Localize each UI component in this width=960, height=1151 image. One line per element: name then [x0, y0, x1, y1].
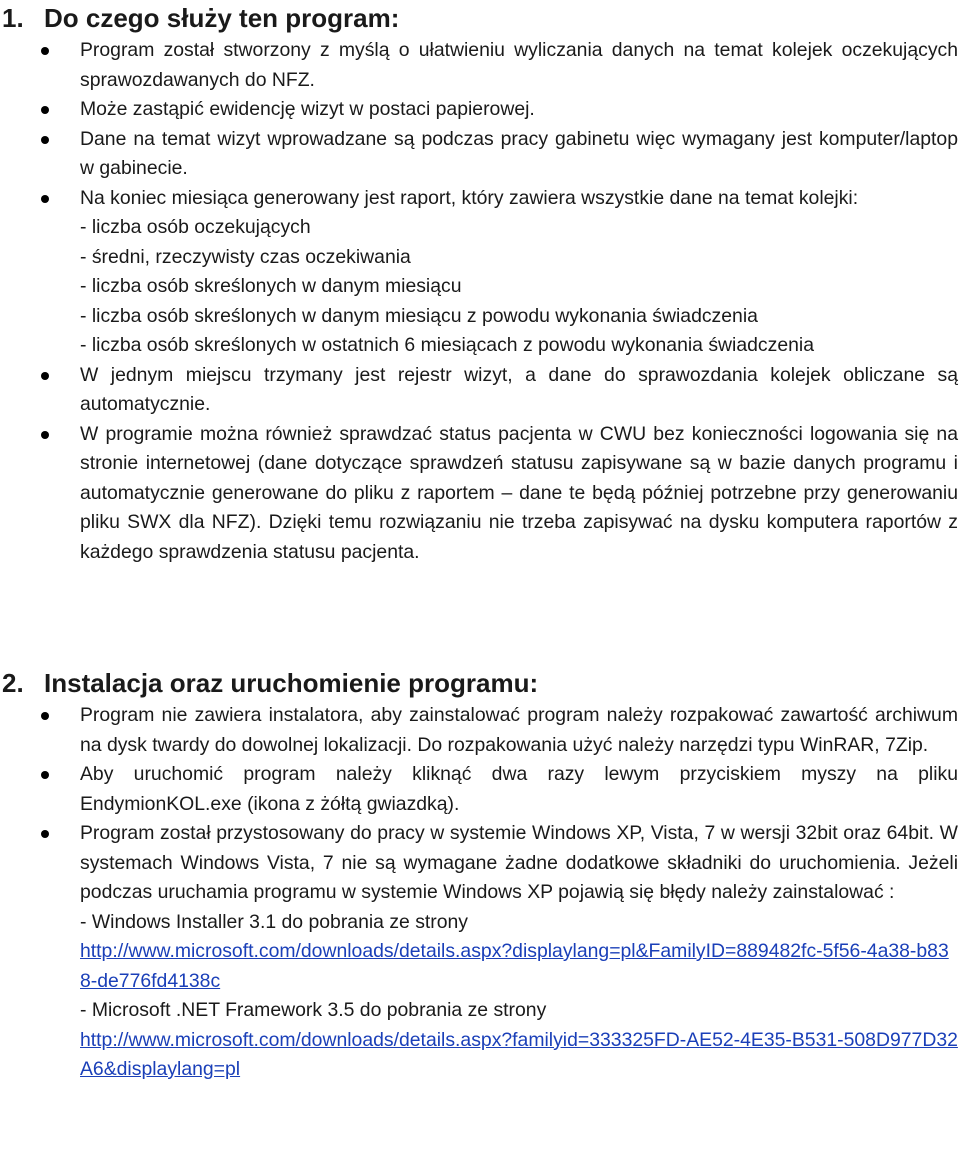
bullet-icon: [41, 372, 49, 380]
list-item-text: Program został przystosowany do pracy w systemie Windows XP, Vista, 7 w wersji 32bit oraz 64bit. W systemach Windows Vista, 7 nie są wymagane żadne dodatkowe składniki do uruchomienia. Jeżeli podczas uruchamia programu w systemie Windows XP pojawią się błędy należy zainstalować :: [80, 822, 958, 903]
bullet-icon: [41, 712, 49, 720]
list-item: [0, 760, 960, 819]
report-field: - liczba osób skreślonych w danym miesiącu z powodu wykonania świadczenia: [80, 304, 758, 327]
section-installation: [0, 667, 960, 1085]
list-item-text: Program został stworzony z myślą o ułatwieniu wyliczania danych na temat kolejek oczekujących sprawozdawanych do NFZ.: [80, 39, 958, 91]
section-number: 2.: [2, 668, 24, 698]
installer-download-link[interactable]: http://www.microsoft.com/downloads/details.aspx?displaylang=pl&FamilyID=889482fc-5f56-4a38-b838-de776fd4138c: [80, 940, 949, 992]
framework-download-link[interactable]: http://www.microsoft.com/downloads/details.aspx?familyid=333325FD-AE52-4E35-B531-508D977D32A6&displaylang=pl: [80, 1028, 958, 1080]
list-item: [0, 95, 960, 125]
report-field: - liczba osób skreślonych w ostatnich 6 miesiącach z powodu wykonania świadczenia: [80, 334, 814, 356]
report-field: - średni, rzeczywisty czas oczekiwania: [80, 245, 411, 268]
list-item-text: W jednym miejscu trzymany jest rejestr wizyt, a dane do sprawozdania kolejek obliczane są automatycznie.: [80, 363, 958, 415]
section-number: 1.: [2, 3, 24, 33]
bullet-icon: [41, 136, 49, 144]
bullet-icon: [41, 771, 49, 779]
list-item: [0, 125, 960, 184]
report-field: - liczba osób oczekujących: [80, 216, 311, 238]
list-item: [0, 36, 960, 95]
bullet-icon: [41, 195, 49, 203]
list-item: [0, 184, 960, 361]
list-item-text: Może zastąpić ewidencję wizyt w postaci papierowej.: [80, 98, 535, 120]
framework-label: - Microsoft .NET Framework 3.5 do pobrania ze strony: [80, 999, 547, 1021]
section-heading: [0, 667, 960, 699]
list-item-text: Dane na temat wizyt wprowadzane są podczas pracy gabinetu więc wymagany jest komputer/laptop w gabinecie.: [80, 127, 958, 179]
bullet-icon: [41, 431, 49, 439]
list-item: [0, 361, 960, 420]
section-heading: [0, 2, 960, 34]
section-purpose: [0, 2, 960, 567]
list-item-text: W programie można również sprawdzać status pacjenta w CWU bez konieczności logowania się na stronie internetowej (dane dotyczące sprawdzeń statusu zapisywane są w bazie danych programu i automatycznie generowane do pliku z raportem – dane te będą później potrzebne przy generowaniu pliku SWX dla NFZ). Dzięki temu rozwiązaniu nie trzeba zapisywać na dysku komputera raportów z każdego sprawdzenia statusu pacjenta.: [80, 422, 958, 563]
list-item-text: Program nie zawiera instalatora, aby zainstalować program należy rozpakować zawartość archiwum na dysk twardy do dowolnej lokalizacji. Do rozpakowania użyć należy narzędzi typu WinRAR, 7Zip.: [80, 704, 958, 756]
list-item-text: Na koniec miesiąca generowany jest raport, który zawiera wszystkie dane na temat kolejki:: [80, 186, 859, 209]
installer-label: - Windows Installer 3.1 do pobrania ze strony: [80, 910, 469, 933]
bullet-list: [0, 701, 960, 1085]
section-title: Do czego służy ten program:: [44, 3, 400, 33]
list-item-text: Aby uruchomić program należy kliknąć dwa razy lewym przyciskiem myszy na pliku EndymionKOL.exe (ikona z żółtą gwiazdką).: [80, 763, 958, 815]
list-item: [0, 420, 960, 568]
bullet-icon: [41, 47, 49, 55]
report-field: - liczba osób skreślonych w danym miesiącu: [80, 275, 462, 297]
list-item: [0, 819, 960, 1085]
bullet-icon: [41, 830, 49, 838]
bullet-icon: [41, 106, 49, 114]
section-title: Instalacja oraz uruchomienie programu:: [44, 668, 539, 698]
list-item: [0, 701, 960, 760]
bullet-list: [0, 36, 960, 567]
